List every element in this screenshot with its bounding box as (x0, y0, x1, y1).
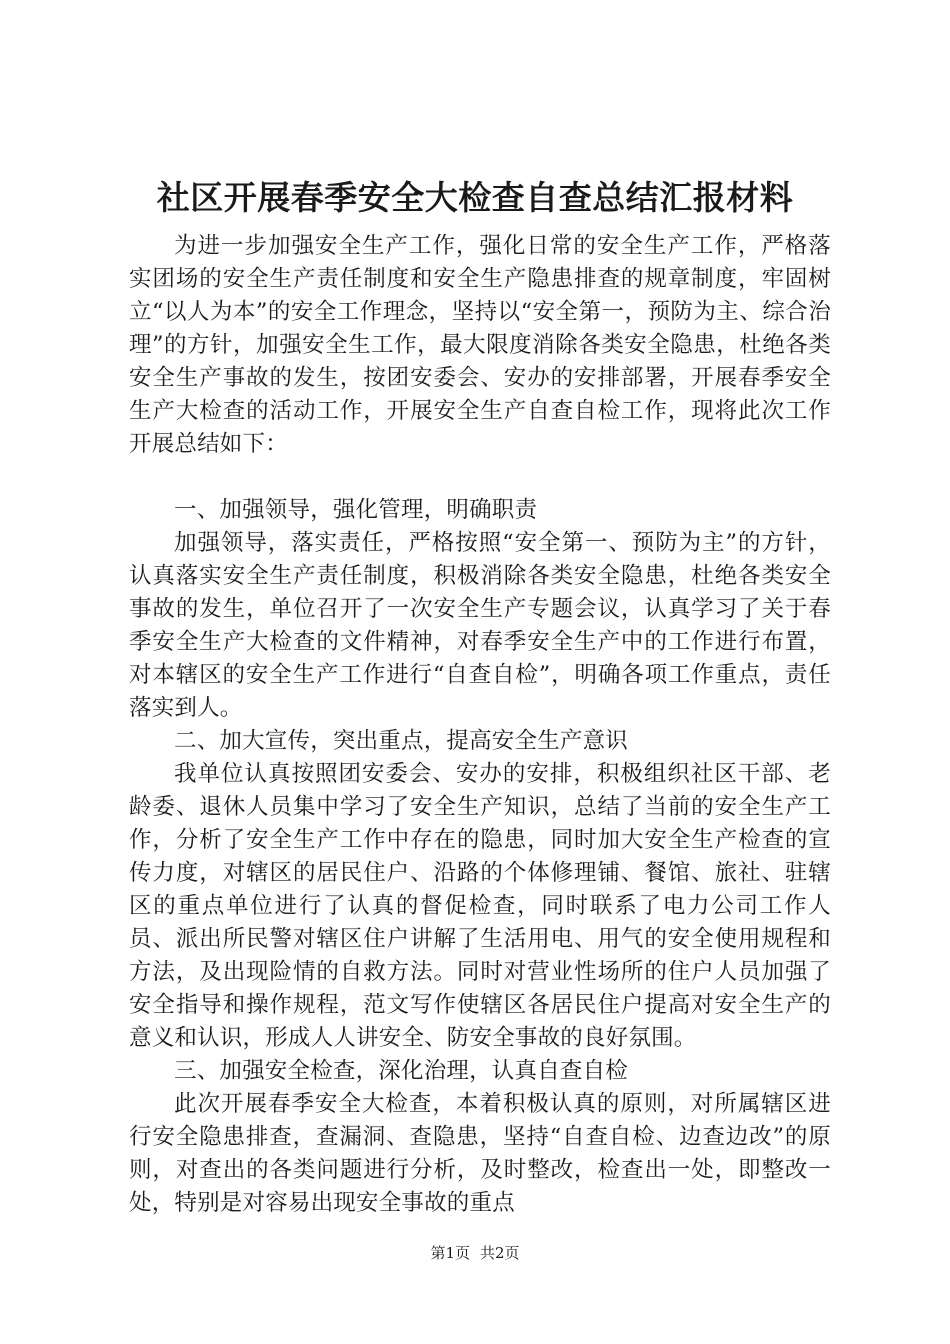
section-heading-3: 三、加强安全检查，深化治理，认真自查自检 (174, 1058, 629, 1084)
page-footer (0, 1243, 950, 1263)
paragraph-section-2: 我单位认真按照团安委会、安办的安排，积极组织社区干部、老龄委、退休人员集中学习了安全生产知识，总结了当前的安全生产工作，分析了安全生产工作中存在的隐患，同时加大安全生产检查的宣传力度，对辖区的居民住户、沿路的个体修理铺、餐馆、旅社、驻辖区的重点单位进行了认真的督促检查，同时联系了电力公司工作人员、派出所民警对辖区住户讲解了生活用电、用气的安全使用规程和方法，及出现险情的自救方法。同时对营业性场所的住户人员加强了安全指导和操作规程，范文写作使辖区各居民住户提高对安全生产的意义和认识，形成人人讲安全、防安全事故的良好氛围。 (129, 761, 831, 1051)
page-number: 第1页 (430, 1244, 470, 1262)
document-title: 社区开展春季安全大检查自查总结汇报材料 (156, 178, 794, 217)
document-body (129, 230, 831, 1220)
page-total: 共2页 (480, 1244, 520, 1262)
paragraph-section-1: 加强领导，落实责任，严格按照“安全第一、预防为主”的方针，认真落实安全生产责任制度，积极消除各类安全隐患，杜绝各类安全事故的发生，单位召开了一次安全生产专题会议，认真学习了关于春季安全生产大检查的文件精神，对春季安全生产中的工作进行布置，对本辖区的安全生产工作进行“自查自检”，明确各项工作重点，责任落实到人。 (129, 530, 831, 721)
section-heading-2: 二、加大宣传，突出重点，提高安全生产意识 (174, 728, 629, 754)
paragraph-section-3: 此次开展春季安全大检查，本着积极认真的原则，对所属辖区进行安全隐患排查，查漏洞、查隐患，坚持“自查自检、边查边改”的原则，对查出的各类问题进行分析，及时整改，检查出一处，即整改一处，特别是对容易出现安全事故的重点 (129, 1091, 831, 1216)
section-heading-1: 一、加强领导，强化管理，明确职责 (174, 497, 538, 523)
paragraph-intro: 为进一步加强安全生产工作，强化日常的安全生产工作，严格落实团场的安全生产责任制度和安全生产隐患排查的规章制度，牢固树立“以人为本”的安全工作理念，坚持以“安全第一，预防为主、综合治理”的方针，加强安全生工作，最大限度消除各类安全隐患，杜绝各类安全生产事故的发生，按团安委会、安办的安排部署，开展春季安全生产大检查的活动工作，开展安全生产自查自检工作，现将此次工作开展总结如下： (129, 233, 831, 457)
